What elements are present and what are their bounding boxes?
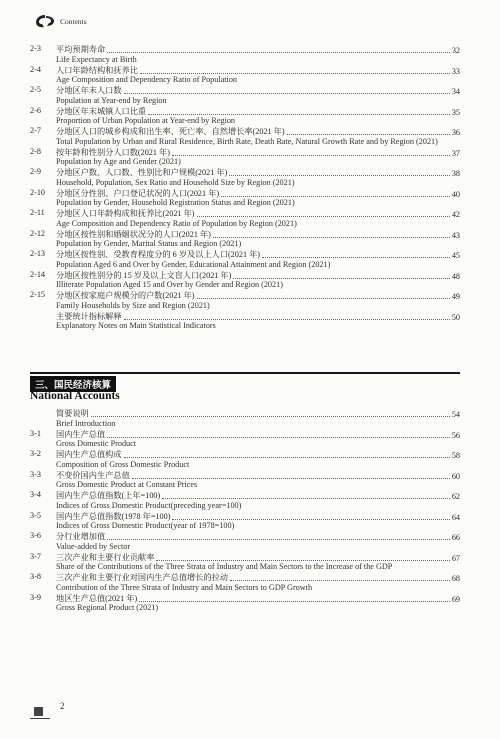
entry-number: 3-5 xyxy=(30,510,41,520)
entry-title-zh[interactable]: 国内生产总值构成 xyxy=(56,450,122,459)
entry-page-number[interactable]: 67 xyxy=(451,553,460,563)
entry-title-zh[interactable]: 国内生产总值指数(上年=100) xyxy=(56,491,161,500)
entry-title-line xyxy=(56,572,460,583)
entry-title-zh[interactable]: 分地区分性别、户口登记状况的人口(2021 年) xyxy=(56,188,220,198)
toc-entry[interactable] xyxy=(30,552,460,573)
entry-page-number[interactable]: 35 xyxy=(451,107,460,117)
entry-number: 2-10 xyxy=(30,187,46,197)
toc-entry[interactable] xyxy=(30,106,460,127)
dot-leader xyxy=(172,519,449,520)
toc-entry[interactable] xyxy=(30,429,460,450)
entry-title-line xyxy=(56,490,460,501)
entry-title-zh[interactable]: 分地区按性别分的 15 岁及以上文盲人口(2021 年) xyxy=(56,270,232,280)
entry-title-line xyxy=(56,531,460,542)
toc-entry[interactable] xyxy=(30,572,460,593)
entry-number: 3-7 xyxy=(30,551,41,561)
header-title: Contents xyxy=(60,17,87,26)
toc-entry[interactable] xyxy=(30,511,460,532)
entry-title-zh[interactable]: 分行业增加值 xyxy=(56,532,106,541)
dot-leader xyxy=(91,416,450,417)
entry-page-number[interactable]: 54 xyxy=(451,410,460,419)
entry-title-en[interactable]: Gross Domestic Product xyxy=(56,439,137,448)
entry-page-number[interactable]: 40 xyxy=(451,189,460,199)
toc-entry[interactable] xyxy=(30,65,460,86)
dot-leader xyxy=(132,478,450,479)
entry-title-zh[interactable]: 不变价国内生产总值 xyxy=(56,470,130,480)
toc-entry[interactable] xyxy=(30,167,460,188)
entry-title-line xyxy=(56,593,460,604)
entry-number: 2-11 xyxy=(30,208,45,217)
logo-icon xyxy=(34,13,56,29)
dot-leader xyxy=(156,560,450,561)
entry-number: 3-6 xyxy=(30,531,41,540)
entry-title-line xyxy=(56,290,460,301)
toc-entry[interactable] xyxy=(30,449,460,470)
entry-title-zh[interactable]: 三次产业和主要行业贡献率 xyxy=(56,552,155,562)
entry-title-en[interactable]: Household, Population, Sex Ratio and Household Size by Region (2021) xyxy=(56,177,295,187)
entry-title-en[interactable]: Value-added by Sector xyxy=(56,541,131,551)
toc-entry[interactable] xyxy=(30,208,460,229)
toc-entry[interactable] xyxy=(30,85,460,106)
toc-entry[interactable] xyxy=(30,408,460,429)
toc-entry[interactable] xyxy=(30,311,460,332)
entry-title-line xyxy=(56,229,460,240)
dot-leader xyxy=(107,539,450,540)
entry-title-zh[interactable]: 国内生产总值指数(1978 年=100) xyxy=(56,511,171,521)
entry-title-line xyxy=(56,249,460,260)
entry-title-zh[interactable]: 分地区按性别和婚姻状况分的人口(2021 年) xyxy=(56,229,211,239)
entry-title-en[interactable]: Population by Gender, Household Registration Status and Region (2021) xyxy=(56,198,295,207)
entry-number: 3-4 xyxy=(30,490,41,499)
entry-title-en[interactable]: Illiterate Population Aged 15 and Over by Gender and Region (2021) xyxy=(56,280,283,289)
entry-title-line xyxy=(56,85,460,96)
entry-title-line xyxy=(56,106,460,117)
entry-title-zh[interactable]: 分地区年末人口数 xyxy=(56,86,122,95)
entry-title-en[interactable]: Composition of Gross Domestic Product xyxy=(56,459,190,469)
entry-title-zh[interactable]: 分地区年末城镇人口比重 xyxy=(56,106,147,116)
section-title-zh[interactable]: 三、国民经济核算 xyxy=(30,376,116,392)
dot-leader xyxy=(124,93,450,94)
entry-title-en[interactable]: Age Composition and Dependency Ratio of Population xyxy=(56,75,238,84)
entry-page-number[interactable]: 58 xyxy=(451,451,460,460)
section-divider xyxy=(30,372,460,374)
dot-leader xyxy=(148,114,450,115)
entry-title-zh[interactable]: 三次产业和主要行业对国内生产总值增长的拉动 xyxy=(56,573,228,582)
dot-leader xyxy=(124,457,450,458)
footer-divider xyxy=(30,718,50,719)
entry-title-en[interactable]: Share of the Contributions of the Three Strata of Industry and Main Sectors to the Increase of the GDP xyxy=(56,562,393,571)
dot-leader xyxy=(140,73,450,74)
toc-entry[interactable] xyxy=(30,229,460,250)
entry-number: 2-13 xyxy=(30,249,46,258)
dot-leader xyxy=(197,298,450,299)
entry-title-line xyxy=(56,470,460,481)
entry-title-line xyxy=(56,208,460,219)
page-number: 2 xyxy=(60,701,65,711)
entry-number: 2-14 xyxy=(30,269,46,279)
dot-leader xyxy=(197,216,450,217)
toc-entry[interactable] xyxy=(30,490,460,511)
entry-page-number[interactable]: 60 xyxy=(451,471,460,481)
entry-title-line xyxy=(56,429,460,440)
entry-number: 2-8 xyxy=(30,146,41,156)
toc-entry[interactable] xyxy=(30,188,460,209)
entry-page-number[interactable]: 69 xyxy=(451,594,460,604)
entry-title-en[interactable]: Population by Gender, Marital Status and Region (2021) xyxy=(56,239,242,248)
entry-title-zh[interactable]: 分地区按家庭户规模分的户数(2021 年) xyxy=(56,291,195,300)
entry-title-en[interactable]: Gross Domestic Product at Constant Prices xyxy=(56,480,198,489)
entry-title-line xyxy=(56,408,460,419)
entry-number: 2-12 xyxy=(30,228,46,238)
toc-entry[interactable] xyxy=(30,290,460,311)
entry-title-en[interactable]: Total Population by Urban and Rural Residence, Birth Rate, Death Rate, Natural Growth Rate and by Region (2021) xyxy=(56,136,438,146)
toc-list-population xyxy=(30,44,460,331)
entry-title-zh[interactable]: 地区生产总值(2021 年) xyxy=(56,593,138,603)
entry-number: 2-6 xyxy=(30,105,41,115)
section-heading xyxy=(30,372,460,406)
toc-entry[interactable] xyxy=(30,531,460,552)
entry-title-line xyxy=(56,552,460,563)
entry-title-en[interactable]: Life Expectancy at Birth xyxy=(56,54,137,64)
dot-leader xyxy=(230,580,450,581)
entry-number: 3-3 xyxy=(30,469,41,479)
entry-title-zh[interactable]: 主要统计指标解释 xyxy=(56,311,122,321)
dot-leader xyxy=(139,601,450,602)
entry-title-line xyxy=(56,449,460,460)
dot-leader xyxy=(262,257,450,258)
toc-entry[interactable] xyxy=(30,470,460,491)
entry-page-number[interactable]: 37 xyxy=(451,148,460,158)
entry-page-number[interactable]: 43 xyxy=(451,230,460,240)
entry-title-line xyxy=(56,65,460,76)
entry-page-number[interactable]: 33 xyxy=(451,66,460,76)
dot-leader xyxy=(213,237,450,238)
entry-number: 2-5 xyxy=(30,85,41,94)
toc-entry[interactable] xyxy=(30,147,460,168)
entry-page-number[interactable]: 56 xyxy=(451,430,460,440)
dot-leader xyxy=(221,196,450,197)
entry-title-en[interactable]: Indices of Gross Domestic Product(preceding year=100) xyxy=(56,500,242,510)
footer-marker-icon xyxy=(34,707,43,716)
entry-title-en[interactable]: Explanatory Notes on Main Statistical Indicators xyxy=(56,321,216,330)
dot-leader xyxy=(162,498,450,499)
toc-entry[interactable] xyxy=(30,126,460,147)
entry-title-en[interactable]: Population at Year-end by Region xyxy=(56,95,167,105)
entry-page-number[interactable]: 32 xyxy=(451,46,460,55)
entry-title-zh[interactable]: 分地区人口的城乡构成和出生率、死亡率、自然增长率(2021 年) xyxy=(56,127,285,136)
entry-page-number[interactable]: 42 xyxy=(451,210,460,219)
entry-title-en[interactable]: Gross Regional Product (2021) xyxy=(56,603,159,612)
entry-number: 3-9 xyxy=(30,592,41,602)
entry-number: 2-9 xyxy=(30,167,41,176)
entry-page-number[interactable]: 66 xyxy=(451,533,460,542)
dot-leader xyxy=(107,437,450,438)
entry-title-line xyxy=(56,167,460,178)
entry-page-number[interactable]: 50 xyxy=(451,312,460,322)
entry-title-en[interactable]: Proportion of Urban Population at Year-end by Region xyxy=(56,116,236,125)
entry-title-zh[interactable]: 分地区人口年龄构成和抚养比(2021 年) xyxy=(56,209,195,218)
entry-title-en[interactable]: Contribution of the Three Strata of Industry and Main Sectors to GDP Growth xyxy=(56,582,313,592)
entry-page-number[interactable]: 48 xyxy=(451,271,460,281)
entry-title-line xyxy=(56,270,460,281)
entry-title-zh[interactable]: 分地区户数、人口数、性别比和户规模(2021 年) xyxy=(56,168,228,177)
entry-title-zh[interactable]: 人口年龄结构和抚养比 xyxy=(56,65,138,75)
entry-page-number[interactable]: 68 xyxy=(451,574,460,583)
dot-leader xyxy=(107,52,450,53)
entry-title-zh[interactable]: 简要说明 xyxy=(56,409,89,418)
toc-entry[interactable] xyxy=(30,44,460,65)
entry-title-line xyxy=(56,126,460,137)
entry-title-en[interactable]: Indices of Gross Domestic Product(year of 1978=100) xyxy=(56,521,235,530)
entry-title-zh[interactable]: 分地区按性别、受教育程度分的 6 岁及以上人口(2021 年) xyxy=(56,250,261,259)
dot-leader xyxy=(172,155,450,156)
entry-number: 2-3 xyxy=(30,44,41,53)
dot-leader xyxy=(229,175,450,176)
toc-entry[interactable] xyxy=(30,249,460,270)
entry-page-number[interactable]: 38 xyxy=(451,169,460,178)
dot-leader xyxy=(287,134,450,135)
entry-title-en[interactable]: Population by Age and Gender (2021) xyxy=(56,157,181,166)
entry-page-number[interactable]: 49 xyxy=(451,292,460,301)
dot-leader xyxy=(233,278,449,279)
toc-entry[interactable] xyxy=(30,270,460,291)
entry-page-number[interactable]: 62 xyxy=(451,492,460,501)
section-title-en[interactable]: National Accounts xyxy=(30,390,120,402)
toc-entry[interactable] xyxy=(30,593,460,614)
entry-page-number[interactable]: 34 xyxy=(451,87,460,96)
entry-number: 3-2 xyxy=(30,449,41,458)
entry-title-line xyxy=(56,188,460,199)
dot-leader xyxy=(124,319,450,320)
entry-number: 2-15 xyxy=(30,290,46,299)
entry-title-en[interactable]: Population Aged 6 and Over by Gender, Educational Attainment and Region (2021) xyxy=(56,259,331,269)
entry-page-number[interactable]: 45 xyxy=(451,251,460,260)
toc-list-national-accounts xyxy=(30,408,460,613)
entry-title-line xyxy=(56,511,460,522)
entry-title-zh[interactable]: 平均预期寿命 xyxy=(56,45,106,54)
entry-title-zh[interactable]: 按年龄和性别分人口数(2021 年) xyxy=(56,147,170,157)
entry-title-en[interactable]: Age Composition and Dependency Ratio of Population by Region (2021) xyxy=(56,218,297,228)
page-header xyxy=(34,13,474,31)
entry-page-number[interactable]: 36 xyxy=(451,128,460,137)
entry-number: 3-1 xyxy=(30,428,41,438)
entry-title-zh[interactable]: 国内生产总值 xyxy=(56,429,106,439)
entry-page-number[interactable]: 64 xyxy=(451,512,460,522)
entry-title-line xyxy=(56,311,460,322)
entry-title-line xyxy=(56,147,460,158)
entry-title-line xyxy=(56,44,460,55)
entry-number: 2-7 xyxy=(30,126,41,135)
entry-title-en[interactable]: Family Households by Size and Region (2021) xyxy=(56,300,210,310)
entry-number: 3-8 xyxy=(30,572,41,581)
entry-number: 2-4 xyxy=(30,64,41,74)
entry-title-en[interactable]: Brief Introduction xyxy=(56,418,116,428)
